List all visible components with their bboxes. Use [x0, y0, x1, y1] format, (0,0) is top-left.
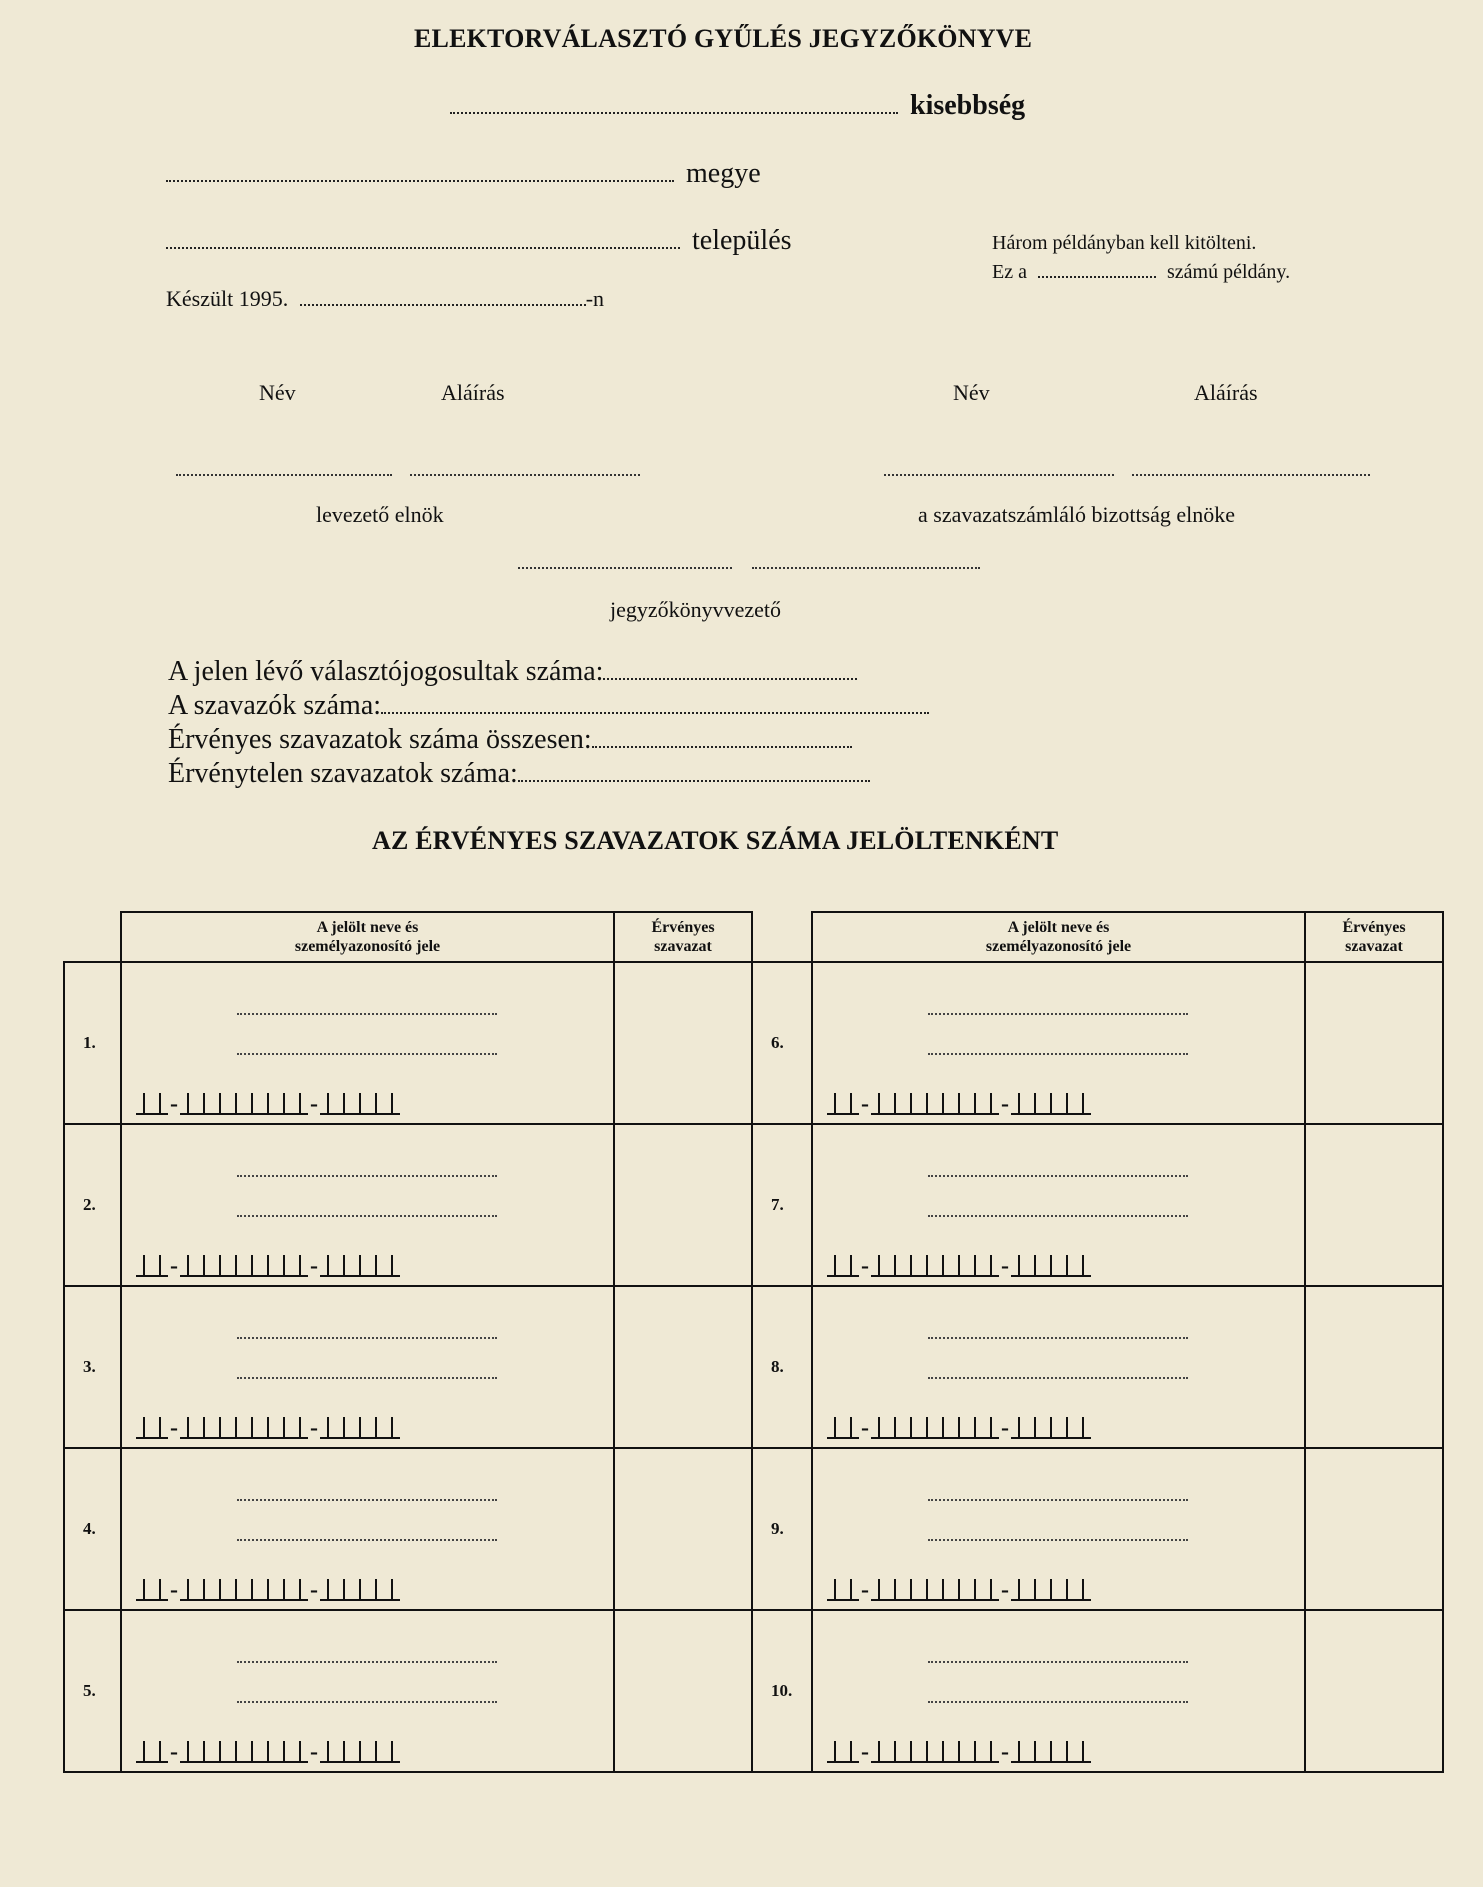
id-digit-box[interactable] — [136, 1415, 152, 1439]
copies-note-pre: Ez a — [992, 261, 1027, 283]
id-digit-box[interactable] — [152, 1577, 168, 1601]
invalid-row — [168, 758, 870, 790]
id-digit-box[interactable] — [887, 1739, 903, 1763]
id-digit-box[interactable] — [983, 1577, 999, 1601]
table-header-row — [64, 912, 1443, 962]
id-digit-box[interactable] — [1027, 1415, 1043, 1439]
id-digit-box[interactable] — [843, 1739, 859, 1763]
id-digit-box[interactable] — [1075, 1577, 1091, 1601]
id-digit-box[interactable] — [967, 1415, 983, 1439]
recorder-signature-field[interactable] — [752, 567, 980, 569]
id-digit-box[interactable] — [1011, 1091, 1027, 1115]
personal-id-boxes[interactable] — [136, 1091, 400, 1115]
id-digit-box[interactable] — [212, 1253, 228, 1277]
valid-votes-cell-right[interactable] — [1305, 1124, 1443, 1286]
candidate-name-cell-right[interactable] — [812, 1124, 1305, 1286]
id-digit-box[interactable] — [887, 1253, 903, 1277]
settlement-line — [166, 225, 792, 257]
county-label: megye — [686, 158, 761, 189]
header-blank-middle — [752, 912, 812, 962]
id-digit-box[interactable] — [276, 1091, 292, 1115]
id-digit-box[interactable] — [336, 1415, 352, 1439]
id-digit-box[interactable] — [336, 1253, 352, 1277]
col-header-valid-line1: Érvényes — [651, 919, 715, 936]
id-digit-box[interactable] — [871, 1577, 887, 1601]
id-digit-box[interactable] — [843, 1091, 859, 1115]
id-digit-box[interactable] — [919, 1091, 935, 1115]
personal-id-boxes[interactable] — [827, 1091, 1091, 1115]
recorder-label: jegyzőkönyvvezető — [610, 597, 782, 622]
id-digit-box[interactable] — [887, 1091, 903, 1115]
col-header-name-right — [812, 912, 1305, 962]
personal-id-boxes[interactable] — [136, 1415, 400, 1439]
id-digit-box[interactable] — [1027, 1091, 1043, 1115]
id-digit-box[interactable] — [1011, 1415, 1027, 1439]
id-digit-box[interactable] — [260, 1253, 276, 1277]
row-number-left: 2. — [64, 1124, 121, 1286]
id-digit-box[interactable] — [1043, 1577, 1059, 1601]
candidate-name-field-2[interactable] — [928, 1377, 1188, 1379]
id-digit-box[interactable] — [292, 1415, 308, 1439]
candidate-name-cell-right[interactable] — [812, 1610, 1305, 1772]
id-digit-box[interactable] — [368, 1415, 384, 1439]
col-header-name-line2: személyazonosító jele — [294, 938, 441, 955]
id-digit-box[interactable] — [336, 1577, 352, 1601]
id-digit-box[interactable] — [336, 1739, 352, 1763]
id-digit-box[interactable] — [951, 1739, 967, 1763]
candidate-name-field-2[interactable] — [928, 1701, 1188, 1703]
present-voters-label: A jelen lévő választójogosultak száma: — [168, 656, 604, 687]
id-digit-box[interactable] — [260, 1415, 276, 1439]
candidate-name-field[interactable] — [928, 1661, 1188, 1663]
id-digit-box[interactable] — [935, 1091, 951, 1115]
county-line — [166, 158, 761, 190]
present-voters-field[interactable] — [603, 656, 857, 680]
valid-votes-cell-right[interactable] — [1305, 962, 1443, 1124]
id-digit-box[interactable] — [320, 1253, 336, 1277]
id-digit-box[interactable] — [228, 1577, 244, 1601]
minority-label: kisebbség — [910, 90, 1026, 121]
col-header-valid-line2: szavazat — [654, 938, 712, 955]
id-digit-box[interactable] — [336, 1091, 352, 1115]
id-separator: - — [1001, 1577, 1009, 1603]
id-digit-box[interactable] — [276, 1253, 292, 1277]
valid-total-label: Érvényes szavazatok száma összesen: — [168, 724, 592, 755]
id-digit-box[interactable] — [352, 1577, 368, 1601]
candidate-name-cell-left[interactable] — [121, 1124, 614, 1286]
id-digit-box[interactable] — [871, 1415, 887, 1439]
id-digit-box[interactable] — [320, 1415, 336, 1439]
id-digit-box[interactable] — [260, 1091, 276, 1115]
personal-id-boxes[interactable] — [827, 1415, 1091, 1439]
candidate-name-field-2[interactable] — [928, 1215, 1188, 1217]
id-digit-box[interactable] — [244, 1091, 260, 1115]
id-digit-box[interactable] — [180, 1739, 196, 1763]
valid-votes-cell-left[interactable] — [614, 1124, 752, 1286]
table-row — [64, 1286, 1443, 1448]
candidate-name-cell-left[interactable] — [121, 962, 614, 1124]
id-digit-box[interactable] — [903, 1739, 919, 1763]
county-field[interactable] — [166, 158, 674, 182]
id-digit-box[interactable] — [827, 1577, 843, 1601]
id-digit-box[interactable] — [228, 1739, 244, 1763]
id-digit-box[interactable] — [935, 1739, 951, 1763]
col-header-name-line2: személyazonosító jele — [985, 938, 1132, 955]
id-digit-box[interactable] — [352, 1739, 368, 1763]
col-header-name-left — [121, 912, 614, 962]
name-label-right: Név — [953, 380, 990, 405]
col-header-valid-line1: Érvényes — [1342, 919, 1406, 936]
valid-votes-cell-left[interactable] — [614, 1286, 752, 1448]
id-digit-box[interactable] — [1043, 1091, 1059, 1115]
id-digit-box[interactable] — [1075, 1739, 1091, 1763]
id-digit-box[interactable] — [951, 1415, 967, 1439]
id-digit-box[interactable] — [136, 1577, 152, 1601]
id-digit-box[interactable] — [196, 1739, 212, 1763]
id-digit-box[interactable] — [1075, 1253, 1091, 1277]
id-digit-box[interactable] — [935, 1253, 951, 1277]
candidate-name-field-2[interactable] — [928, 1053, 1188, 1055]
voters-label: A szavazók száma: — [168, 690, 382, 721]
row-number-left: 5. — [64, 1610, 121, 1772]
id-separator: - — [861, 1253, 869, 1279]
id-digit-box[interactable] — [180, 1577, 196, 1601]
id-digit-box[interactable] — [935, 1577, 951, 1601]
id-separator: - — [310, 1415, 318, 1441]
chair-name-field[interactable] — [176, 474, 392, 476]
id-digit-box[interactable] — [843, 1253, 859, 1277]
table-row — [64, 1610, 1443, 1772]
valid-votes-cell-left[interactable] — [614, 1448, 752, 1610]
candidate-name-field[interactable] — [237, 1661, 497, 1663]
id-digit-box[interactable] — [951, 1091, 967, 1115]
id-digit-box[interactable] — [1043, 1415, 1059, 1439]
row-number-right: 8. — [752, 1286, 812, 1448]
id-digit-box[interactable] — [196, 1415, 212, 1439]
col-header-name-line1: A jelölt neve és — [316, 919, 419, 936]
id-digit-box[interactable] — [827, 1253, 843, 1277]
id-digit-box[interactable] — [1059, 1253, 1075, 1277]
id-digit-box[interactable] — [887, 1577, 903, 1601]
valid-total-field[interactable] — [592, 724, 852, 748]
id-digit-box[interactable] — [983, 1415, 999, 1439]
id-digit-box[interactable] — [244, 1415, 260, 1439]
col-header-valid-right — [1305, 912, 1443, 962]
id-digit-box[interactable] — [903, 1415, 919, 1439]
id-digit-box[interactable] — [260, 1739, 276, 1763]
settlement-label: település — [692, 225, 792, 256]
id-digit-box[interactable] — [919, 1253, 935, 1277]
candidate-name-cell-left[interactable] — [121, 1610, 614, 1772]
candidate-name-field[interactable] — [928, 1499, 1188, 1501]
candidate-name-field-2[interactable] — [928, 1539, 1188, 1541]
row-number-left: 3. — [64, 1286, 121, 1448]
id-digit-box[interactable] — [919, 1415, 935, 1439]
id-digit-box[interactable] — [276, 1415, 292, 1439]
id-digit-box[interactable] — [871, 1739, 887, 1763]
id-separator: - — [310, 1739, 318, 1765]
id-digit-box[interactable] — [196, 1091, 212, 1115]
id-digit-box[interactable] — [180, 1415, 196, 1439]
candidate-name-field-2[interactable] — [237, 1377, 497, 1379]
id-digit-box[interactable] — [1075, 1091, 1091, 1115]
table-row — [64, 1124, 1443, 1286]
col-header-valid-line2: szavazat — [1345, 938, 1403, 955]
id-digit-box[interactable] — [152, 1739, 168, 1763]
chair-label: levezető elnök — [316, 502, 444, 527]
id-digit-box[interactable] — [1011, 1739, 1027, 1763]
row-number-right: 6. — [752, 962, 812, 1124]
valid-votes-cell-left[interactable] — [614, 1610, 752, 1772]
id-digit-box[interactable] — [292, 1091, 308, 1115]
id-separator: - — [170, 1415, 178, 1441]
id-separator: - — [170, 1577, 178, 1603]
id-digit-box[interactable] — [320, 1091, 336, 1115]
id-digit-box[interactable] — [1011, 1577, 1027, 1601]
id-digit-box[interactable] — [827, 1739, 843, 1763]
id-digit-box[interactable] — [384, 1577, 400, 1601]
id-digit-box[interactable] — [983, 1091, 999, 1115]
candidate-name-field[interactable] — [237, 1013, 497, 1015]
personal-id-boxes[interactable] — [827, 1739, 1091, 1763]
id-separator: - — [861, 1739, 869, 1765]
id-digit-box[interactable] — [1043, 1253, 1059, 1277]
candidate-name-cell-right[interactable] — [812, 1448, 1305, 1610]
id-digit-box[interactable] — [152, 1253, 168, 1277]
id-digit-box[interactable] — [228, 1415, 244, 1439]
id-separator: - — [861, 1091, 869, 1117]
valid-votes-cell-left[interactable] — [614, 962, 752, 1124]
id-digit-box[interactable] — [292, 1577, 308, 1601]
id-digit-box[interactable] — [967, 1739, 983, 1763]
id-digit-box[interactable] — [967, 1577, 983, 1601]
id-digit-box[interactable] — [1059, 1577, 1075, 1601]
id-digit-box[interactable] — [352, 1091, 368, 1115]
id-separator: - — [170, 1253, 178, 1279]
id-digit-box[interactable] — [951, 1577, 967, 1601]
id-digit-box[interactable] — [260, 1577, 276, 1601]
id-digit-box[interactable] — [212, 1739, 228, 1763]
candidate-name-field[interactable] — [237, 1175, 497, 1177]
id-digit-box[interactable] — [827, 1091, 843, 1115]
id-digit-box[interactable] — [919, 1577, 935, 1601]
id-digit-box[interactable] — [136, 1091, 152, 1115]
copies-note-post: számú példány. — [1166, 261, 1291, 283]
valid-votes-cell-right[interactable] — [1305, 1286, 1443, 1448]
id-digit-box[interactable] — [1027, 1253, 1043, 1277]
id-digit-box[interactable] — [196, 1577, 212, 1601]
candidate-name-field[interactable] — [237, 1499, 497, 1501]
chair-signature-field[interactable] — [410, 474, 640, 476]
row-number-left: 4. — [64, 1448, 121, 1610]
valid-total-row — [168, 724, 852, 756]
id-digit-box[interactable] — [352, 1253, 368, 1277]
id-digit-box[interactable] — [384, 1415, 400, 1439]
id-separator: - — [1001, 1091, 1009, 1117]
id-separator: - — [1001, 1253, 1009, 1279]
row-number-right: 7. — [752, 1124, 812, 1286]
id-separator: - — [310, 1091, 318, 1117]
id-digit-box[interactable] — [935, 1415, 951, 1439]
id-digit-box[interactable] — [368, 1739, 384, 1763]
personal-id-boxes[interactable] — [136, 1253, 400, 1277]
signature-label-left: Aláírás — [441, 380, 505, 405]
col-header-valid-left — [614, 912, 752, 962]
id-digit-box[interactable] — [951, 1253, 967, 1277]
row-number-right: 10. — [752, 1610, 812, 1772]
minority-field[interactable] — [450, 88, 898, 114]
id-digit-box[interactable] — [983, 1253, 999, 1277]
id-digit-box[interactable] — [368, 1091, 384, 1115]
invalid-label: Érvénytelen szavazatok száma: — [168, 758, 518, 789]
id-digit-box[interactable] — [292, 1739, 308, 1763]
copies-note-2 — [992, 260, 1290, 284]
candidate-name-field-2[interactable] — [237, 1539, 497, 1541]
id-digit-box[interactable] — [152, 1415, 168, 1439]
id-digit-box[interactable] — [967, 1091, 983, 1115]
id-digit-box[interactable] — [1075, 1415, 1091, 1439]
id-digit-box[interactable] — [196, 1253, 212, 1277]
valid-votes-cell-right[interactable] — [1305, 1610, 1443, 1772]
table-row — [64, 962, 1443, 1124]
id-separator: - — [170, 1091, 178, 1117]
id-digit-box[interactable] — [228, 1091, 244, 1115]
id-digit-box[interactable] — [180, 1091, 196, 1115]
id-digit-box[interactable] — [320, 1739, 336, 1763]
personal-id-boxes[interactable] — [827, 1577, 1091, 1601]
header-blank-left — [64, 912, 121, 962]
personal-id-boxes[interactable] — [827, 1253, 1091, 1277]
id-digit-box[interactable] — [887, 1415, 903, 1439]
voters-row — [168, 690, 929, 722]
id-digit-box[interactable] — [276, 1739, 292, 1763]
id-digit-box[interactable] — [244, 1739, 260, 1763]
id-digit-box[interactable] — [276, 1577, 292, 1601]
id-digit-box[interactable] — [1059, 1415, 1075, 1439]
candidate-name-cell-right[interactable] — [812, 962, 1305, 1124]
candidate-name-cell-left[interactable] — [121, 1448, 614, 1610]
id-digit-box[interactable] — [1043, 1739, 1059, 1763]
id-digit-box[interactable] — [983, 1739, 999, 1763]
row-number-right: 9. — [752, 1448, 812, 1610]
made-line — [166, 286, 604, 312]
table-row — [64, 1448, 1443, 1610]
col-header-name-line1: A jelölt neve és — [1007, 919, 1110, 936]
candidate-name-cell-left[interactable] — [121, 1286, 614, 1448]
id-digit-box[interactable] — [1027, 1739, 1043, 1763]
id-digit-box[interactable] — [903, 1577, 919, 1601]
candidate-name-field-2[interactable] — [237, 1701, 497, 1703]
candidate-name-field[interactable] — [928, 1175, 1188, 1177]
personal-id-boxes[interactable] — [136, 1577, 400, 1601]
id-separator: - — [1001, 1739, 1009, 1765]
minority-line — [450, 88, 1025, 122]
id-digit-box[interactable] — [212, 1091, 228, 1115]
id-digit-box[interactable] — [871, 1253, 887, 1277]
id-digit-box[interactable] — [1059, 1091, 1075, 1115]
id-separator: - — [861, 1577, 869, 1603]
id-separator: - — [170, 1739, 178, 1765]
id-digit-box[interactable] — [384, 1091, 400, 1115]
id-digit-box[interactable] — [136, 1253, 152, 1277]
copy-number-field[interactable] — [1038, 260, 1156, 278]
id-separator: - — [1001, 1415, 1009, 1441]
id-digit-box[interactable] — [384, 1253, 400, 1277]
signature-label-right: Aláírás — [1194, 380, 1258, 405]
made-label: Készült 1995. — [166, 286, 289, 311]
date-field[interactable] — [300, 286, 586, 306]
id-digit-box[interactable] — [136, 1739, 152, 1763]
settlement-field[interactable] — [166, 225, 680, 249]
id-digit-box[interactable] — [152, 1091, 168, 1115]
id-separator: - — [310, 1577, 318, 1603]
id-digit-box[interactable] — [368, 1577, 384, 1601]
id-digit-box[interactable] — [352, 1415, 368, 1439]
name-label-left: Név — [259, 380, 296, 405]
candidate-name-cell-right[interactable] — [812, 1286, 1305, 1448]
id-digit-box[interactable] — [903, 1253, 919, 1277]
counting-chair-signature-field[interactable] — [1132, 474, 1370, 476]
counting-chair-label: a szavazatszámláló bizottság elnöke — [918, 502, 1236, 527]
made-suffix: -n — [585, 286, 605, 311]
candidates-table — [63, 911, 1444, 1773]
id-digit-box[interactable] — [919, 1739, 935, 1763]
id-digit-box[interactable] — [1059, 1739, 1075, 1763]
id-digit-box[interactable] — [903, 1091, 919, 1115]
counting-chair-name-field[interactable] — [884, 474, 1114, 476]
candidate-name-field-2[interactable] — [237, 1053, 497, 1055]
id-digit-box[interactable] — [212, 1577, 228, 1601]
id-separator: - — [861, 1415, 869, 1441]
id-digit-box[interactable] — [1027, 1577, 1043, 1601]
voters-field[interactable] — [381, 690, 929, 714]
candidate-name-field[interactable] — [928, 1013, 1188, 1015]
row-number-left: 1. — [64, 962, 121, 1124]
valid-votes-cell-right[interactable] — [1305, 1448, 1443, 1610]
personal-id-boxes[interactable] — [136, 1739, 400, 1763]
id-digit-box[interactable] — [228, 1253, 244, 1277]
id-digit-box[interactable] — [212, 1415, 228, 1439]
results-heading: AZ ÉRVÉNYES SZAVAZATOK SZÁMA JELÖLTENKÉNT — [372, 826, 1059, 855]
id-digit-box[interactable] — [368, 1253, 384, 1277]
copies-note-1: Három példányban kell kitölteni. — [992, 232, 1257, 254]
id-digit-box[interactable] — [1011, 1253, 1027, 1277]
candidate-name-field[interactable] — [237, 1337, 497, 1339]
recorder-name-field[interactable] — [518, 567, 732, 569]
id-digit-box[interactable] — [843, 1415, 859, 1439]
id-digit-box[interactable] — [180, 1253, 196, 1277]
present-voters-row — [168, 656, 857, 688]
document-title: ELEKTORVÁLASZTÓ GYŰLÉS JEGYZŐKÖNYVE — [414, 24, 1033, 53]
id-digit-box[interactable] — [244, 1577, 260, 1601]
candidate-name-field[interactable] — [928, 1337, 1188, 1339]
id-digit-box[interactable] — [244, 1253, 260, 1277]
candidate-name-field-2[interactable] — [237, 1215, 497, 1217]
id-digit-box[interactable] — [320, 1577, 336, 1601]
id-digit-box[interactable] — [871, 1091, 887, 1115]
id-digit-box[interactable] — [292, 1253, 308, 1277]
id-digit-box[interactable] — [967, 1253, 983, 1277]
invalid-field[interactable] — [518, 758, 870, 782]
id-digit-box[interactable] — [827, 1415, 843, 1439]
id-digit-box[interactable] — [843, 1577, 859, 1601]
id-digit-box[interactable] — [384, 1739, 400, 1763]
id-separator: - — [310, 1253, 318, 1279]
